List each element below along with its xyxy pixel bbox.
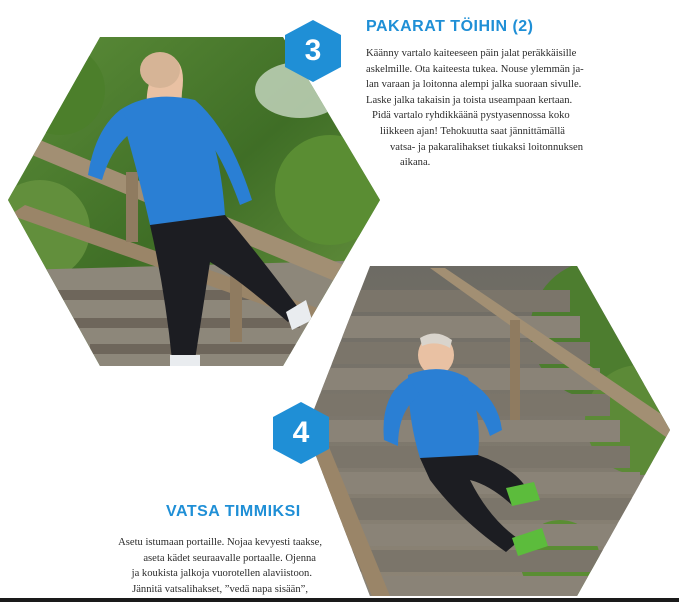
text-line: aikana. bbox=[400, 157, 431, 169]
text-line: liikkeen ajan! Tehokuutta saat jännittämällä bbox=[380, 125, 565, 137]
text-line: lan varaan ja loitonna alempi jalka suoraan sivulle. bbox=[366, 79, 582, 91]
step-number: 3 bbox=[304, 34, 322, 67]
text-line: Pidä vartalo ryhdikkäänä pystyasennossa koko bbox=[372, 110, 570, 122]
section-3-title: PAKARAT TÖIHIN (2) bbox=[366, 18, 534, 35]
text-line: vatsa- ja pakaralihakset tiukaksi loitonnuksen bbox=[390, 141, 583, 153]
page-bottom-rule bbox=[0, 598, 679, 602]
text-line: aseta kädet seuraavalle portaalle. Ojenna bbox=[143, 552, 316, 564]
section-4-title: VATSA TIMMIKSI bbox=[166, 503, 301, 520]
step-number: 4 bbox=[292, 416, 310, 449]
text-line: Käänny vartalo kaiteeseen päin jalat peräkkäisille bbox=[366, 48, 577, 59]
section-4-text bbox=[60, 535, 322, 597]
text-line: askelmille. Ota kaiteesta tukea. Nouse ylemmän ja- bbox=[366, 63, 584, 75]
section-3-text bbox=[362, 46, 584, 171]
step-4-badge bbox=[268, 400, 334, 466]
text-line: Asetu istumaan portaille. Nojaa kevyesti taakse, bbox=[118, 537, 322, 548]
text-line: Laske jalka takaisin ja toista useampaan kertaan. bbox=[366, 94, 573, 106]
step-3-badge bbox=[280, 18, 346, 84]
text-line: Jännitä vatsalihakset, ”vedä napa sisään”, bbox=[132, 583, 308, 595]
text-line: ja koukista jalkoja vuorotellen alaviistoon. bbox=[131, 568, 312, 580]
